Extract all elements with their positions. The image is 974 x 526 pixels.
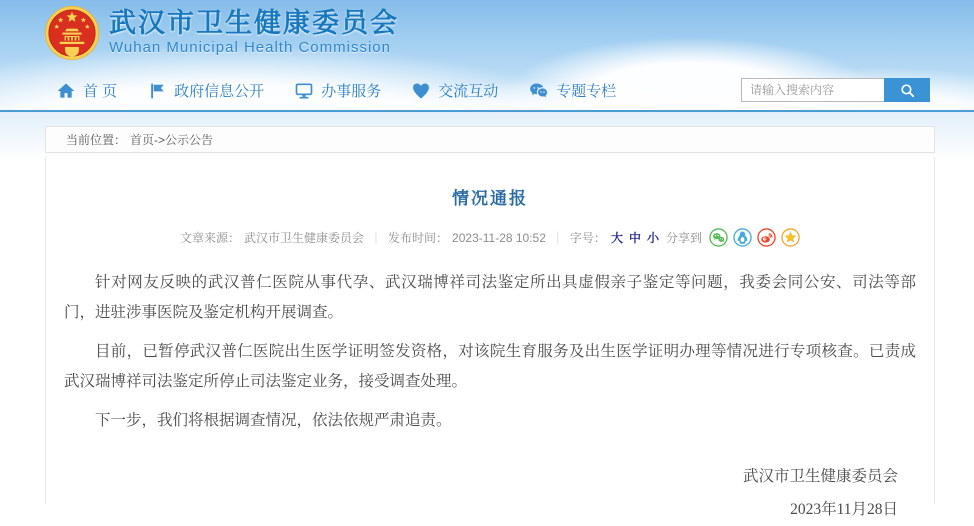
share-icons [709,228,800,247]
share-label: 分享到 [665,231,702,245]
heart-icon [411,81,431,101]
font-size-label: 字号： [569,231,606,245]
header [0,0,974,112]
nav-item-label: 专题专栏 [556,83,617,100]
search-box [741,78,930,102]
home-icon [56,81,76,101]
paragraph: 目前，已暂停武汉普仁医院出生医学证明签发资格，对该院生育服务及出生医学证明办理等情况进行专项核查。已责成武汉瑞博祥司法鉴定所停止司法鉴定业务，接受调查处理。 [64,343,916,390]
font-size-large-button[interactable]: 大 [610,231,623,245]
national-emblem-icon [44,5,100,61]
nav-item-home[interactable] [56,80,117,101]
paragraph: 下一步，我们将根据调查情况，依法依规严肃追责。 [95,412,452,429]
main-content [45,157,935,518]
article-meta [46,228,934,247]
nav-item-services[interactable] [294,80,381,101]
search-icon [899,82,916,99]
chat-bubbles-icon [528,81,549,101]
qq-share-icon[interactable] [733,228,752,247]
site-logo[interactable] [44,5,399,61]
publish-time-value: 2023-11-28 10:52 [452,230,546,245]
source-value: 武汉市卫生健康委员会 [244,231,365,245]
search-input[interactable] [741,78,884,102]
site-title: 武汉市卫生健康委员会 [109,8,399,38]
nav-item-label: 办事服务 [321,83,382,100]
favorite-share-icon[interactable] [781,228,800,247]
meta-separator: ｜ [551,231,564,245]
flag-icon [147,81,167,101]
breadcrumb [45,126,935,153]
wechat-share-icon[interactable] [709,228,728,247]
brand-text [109,8,399,58]
breadcrumb-label: 当前位置： [66,133,127,147]
signature-date: 2023年11月28日 [790,501,898,518]
main-nav [56,80,616,101]
nav-item-topics[interactable] [528,80,616,101]
source-label: 文章来源： [179,231,240,245]
nav-item-gov-info[interactable] [147,80,264,101]
article-title: 情况通报 [452,189,528,208]
search-button[interactable] [884,78,930,102]
signature: 武汉市卫生健康委员会 [742,468,898,485]
weibo-share-icon[interactable] [757,228,776,247]
site-subtitle: Wuhan Municipal Health Commission [109,39,391,56]
nav-item-label: 交流互动 [438,83,499,100]
font-size-small-button[interactable]: 小 [646,231,659,245]
nav-item-interaction[interactable] [411,80,498,101]
breadcrumb-path[interactable]: 首页->公示公告 [130,133,214,147]
publish-time-label: 发布时间： [388,231,449,245]
meta-separator: ｜ [370,231,383,245]
nav-item-label: 首 页 [83,83,118,100]
paragraph: 针对网友反映的武汉普仁医院从事代孕、武汉瑞博祥司法鉴定所出具虚假亲子鉴定等问题，我委会同公安、司法等部门，进驻涉事医院及鉴定机构开展调查。 [64,274,916,321]
monitor-icon [294,81,314,101]
article-body [46,268,934,436]
font-size-medium-button[interactable]: 中 [628,231,641,245]
signature-block [46,460,934,526]
nav-item-label: 政府信息公开 [174,83,265,100]
